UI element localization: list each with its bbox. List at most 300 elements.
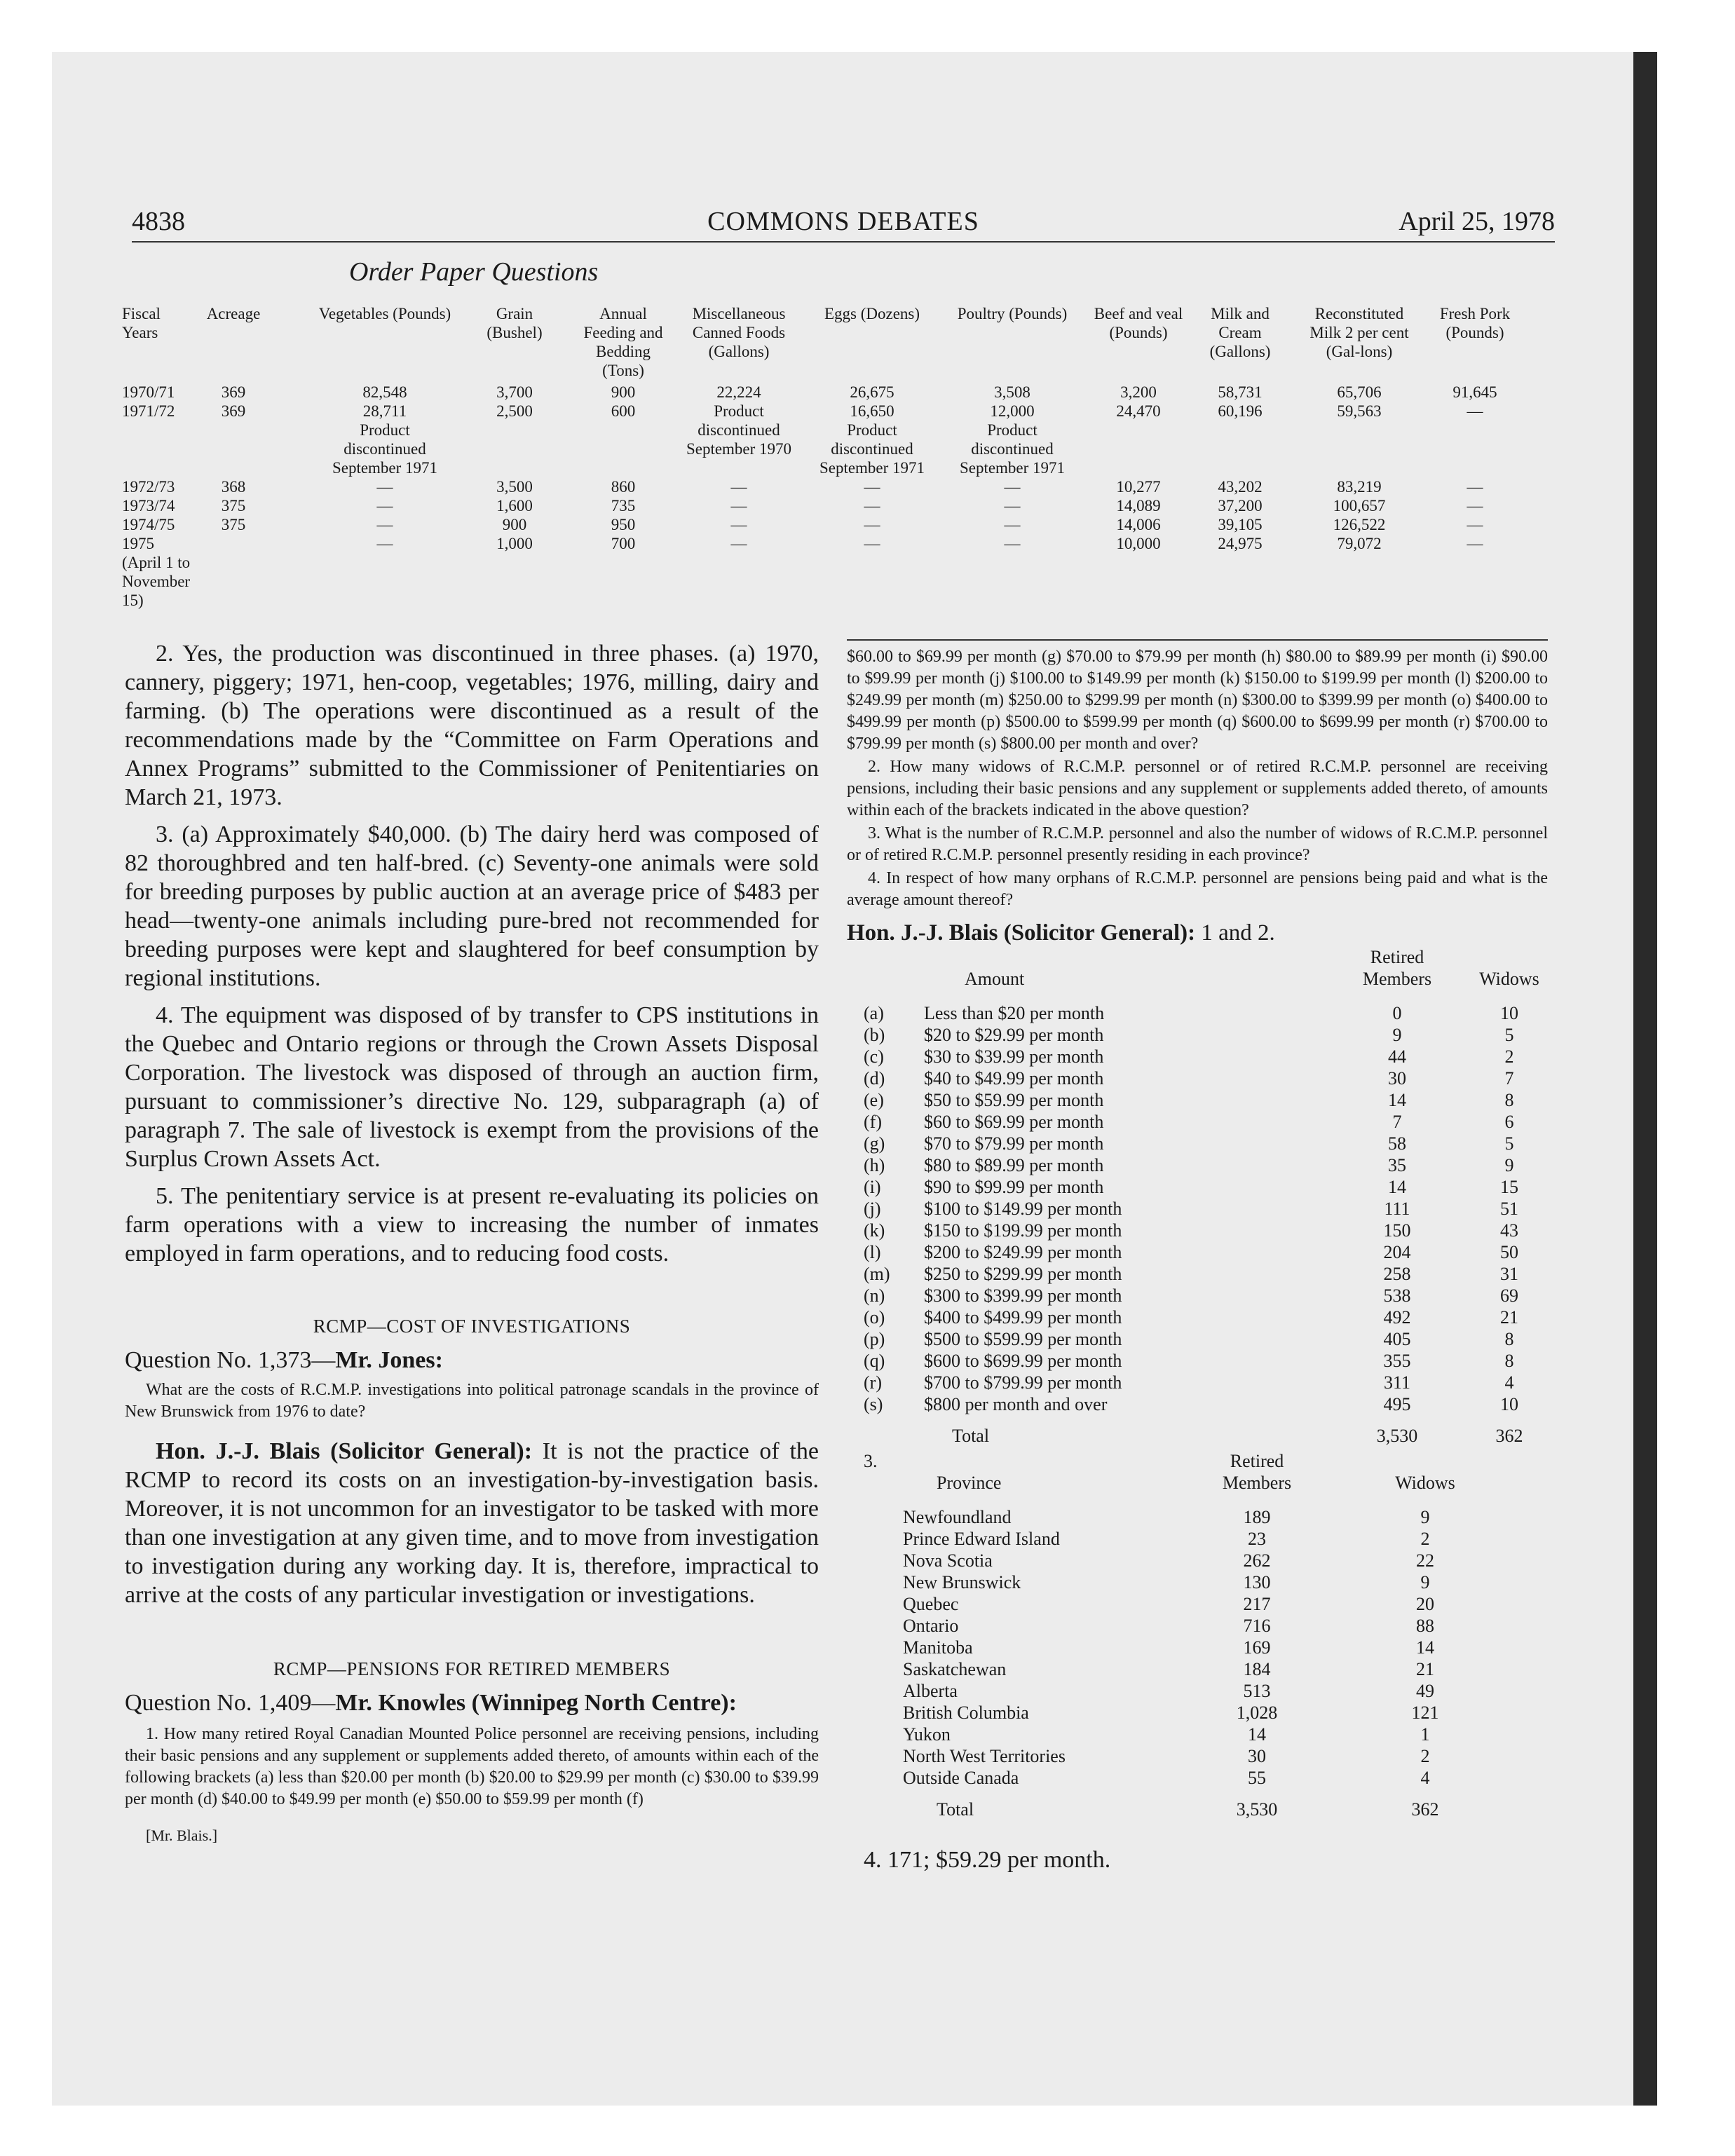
farm-table-header-cell: Miscellaneous Canned Foods (Gallons) [692,305,786,360]
farm-table-header-cell: Fresh Pork (Pounds) [1439,305,1511,341]
retired-members-count: 169 [1243,1637,1271,1658]
widows-count: 51 [1500,1199,1518,1219]
farm-table-header-cell: Eggs (Dozens) [824,305,920,322]
retired-members-count: 44 [1388,1046,1406,1067]
retired-members-count: 130 [1243,1572,1271,1592]
bracket-letter: (q) [864,1351,885,1371]
bracket-letter: (o) [864,1307,885,1328]
farm-table-cell: 3,700 [496,383,533,401]
left-column [125,639,819,1846]
farm-table-row [122,477,1580,496]
province-row [847,1571,1548,1593]
header-date: April 25, 1978 [1399,207,1555,236]
retired-members-count: 492 [1383,1307,1411,1328]
province-name: Prince Edward Island [903,1529,1060,1549]
bracket-letter: (e) [864,1090,884,1110]
farm-table-row [122,591,1580,610]
widows-count: 31 [1500,1264,1518,1284]
retired-members-count: 513 [1243,1681,1271,1701]
retired-members-count: 7 [1392,1112,1402,1132]
widows-count: 8 [1504,1090,1514,1110]
farm-table-header-cell: Fiscal Years [122,305,161,341]
retired-members-count: 23 [1248,1529,1266,1549]
farm-production-table [122,304,1580,610]
header-retired: Retired [1230,1451,1284,1471]
header-amount: Amount [965,969,1025,989]
farm-table-cell: discontinued [971,440,1054,458]
amount-total-row [847,1425,1548,1447]
farm-table-cell: 1975 [122,535,154,552]
total-label: Total [952,1426,990,1446]
farm-table-cell: — [864,535,880,552]
bracket-letter: (r) [864,1372,882,1393]
amount-row [847,1046,1548,1067]
farm-table-cell: — [1467,402,1483,420]
column-rule [847,639,1548,641]
retired-members-count: 204 [1383,1242,1411,1262]
farm-table-cell: 91,645 [1452,383,1497,401]
farm-table-cell: 100,657 [1333,497,1386,514]
farm-table-cell: 60,196 [1218,402,1263,420]
farm-table-cell: 37,200 [1218,497,1263,514]
bracket-letter: (f) [864,1112,882,1132]
province-row [847,1550,1548,1571]
widows-count: 20 [1416,1594,1434,1614]
question-1373-heading [125,1347,819,1374]
minister-name: Hon. J.-J. Blais (Solicitor General): [847,920,1196,946]
farm-table-cell: September 1971 [959,459,1066,477]
farm-table-cell: 860 [611,478,636,496]
bracket-range: $40 to $49.99 per month [924,1068,1104,1089]
amount-table-header-1 [847,946,1548,968]
province-name: Manitoba [903,1637,973,1658]
bracket-letter: (s) [864,1394,883,1414]
province-table-header-2 [847,1472,1548,1494]
retired-members-count: 405 [1383,1329,1411,1349]
province-row [847,1680,1548,1702]
retired-members-count: 58 [1388,1133,1406,1154]
header-retired: Retired [1370,947,1424,967]
widows-count: 5 [1504,1133,1514,1154]
farm-table-row [122,402,1580,421]
page-number: 4838 [132,207,185,236]
farm-table-cell: 1,000 [496,535,533,552]
retired-members-count: 30 [1248,1746,1266,1766]
province-name: Saskatchewan [903,1659,1007,1679]
answer-paragraph-4: 4. The equipment was disposed of by transfer to CPS institutions in the Quebec and Ontario regions or through the Crown Assets Disposal Corporation. The livestock was disposed of through an auction firm, pursuant to commissioner’s directive No. 129, subparagraph (a) of paragraph 7. The sale of livestock is exempt from the provisions of the Surplus Crown Assets Act. [125,1002,819,1172]
farm-table-cell: — [1467,478,1483,496]
question-member: Mr. Knowles (Winnipeg North Centre): [335,1690,737,1716]
bracket-letter: (i) [864,1177,881,1197]
retired-members-count: 217 [1243,1594,1271,1614]
widows-count: 2 [1504,1046,1514,1067]
retired-members-count: 55 [1248,1768,1266,1788]
farm-table-cell: 950 [611,516,636,533]
farm-table-cell: 1970/71 [122,383,175,401]
publication-title: COMMONS DEBATES [707,207,979,236]
widows-count: 8 [1504,1329,1514,1349]
farm-table-cell: 735 [611,497,636,514]
amount-row [847,1372,1548,1393]
retired-members-count: 495 [1383,1394,1411,1414]
farm-table-row [122,496,1580,515]
amount-row [847,1263,1548,1285]
province-rows [847,1506,1548,1789]
province-name: Yukon [903,1724,951,1745]
province-name: Outside Canada [903,1768,1019,1788]
widows-count: 10 [1500,1003,1518,1023]
widows-count: 21 [1500,1307,1518,1328]
scan-edge [1633,52,1657,2106]
answer-paragraph-3: 3. (a) Approximately $40,000. (b) The dairy herd was composed of 82 thoroughbred and ten half-bred. (c) Seventy-one animals were sold for breeding purposes by public auction at an average price of $483 per head—twenty-one animals including pure-bred not recommended for breeding purposes were kept and slaughtered for beef consumption by regional institutions. [125,821,819,991]
amount-row [847,1393,1548,1415]
minister-name: Hon. J.-J. Blais (Solicitor General): [156,1438,533,1464]
widows-count: 121 [1411,1703,1439,1723]
province-row [847,1745,1548,1767]
answer-part-4: 4. 171; $59.29 per month. [864,1847,1111,1873]
farm-table-cell: — [864,478,880,496]
retired-members-count: 716 [1243,1616,1271,1636]
farm-table-cell: — [730,497,747,514]
farm-table-cell: 369 [221,383,246,401]
farm-table-row [122,534,1580,553]
farm-table-cell: 28,711 [362,402,407,420]
widows-count: 2 [1420,1529,1430,1549]
province-row [847,1767,1548,1789]
bracket-range: $90 to $99.99 per month [924,1177,1104,1197]
farm-table-cell: 375 [221,516,246,533]
farm-table-cell: September 1971 [819,459,925,477]
bracket-letter: (h) [864,1155,885,1175]
answer-parts: 1 and 2. [1195,920,1275,946]
amount-rows [847,1002,1548,1415]
bracket-range: $80 to $89.99 per month [924,1155,1104,1175]
farm-table-cell: — [1004,478,1021,496]
question-number: Question No. 1,373— [125,1347,336,1373]
answer-paragraph-2: 2. Yes, the production was discontinued in three phases. (a) 1970, cannery, piggery; 1971, hen-coop, vegetables; 1976, milling, dairy and farming. (b) The operations were discontinued as a result of the recommendations made by the “Committee on Farm Operations and Annex Programs” submitted to the Commissioner of Penitentiaries on March 21, 1973. [125,641,819,810]
running-header [132,206,1555,243]
bracket-range: $500 to $599.99 per month [924,1329,1122,1349]
answer-text: It is not the practice of the RCMP to record its costs on an investigation-by-investigation basis. Moreover, it is not uncommon for an investigator to be tasked with more than one investigation at any given time, and to move from investigation to investigation during any working day. It is, therefore, impractical to arrive at the costs of any particular investigation or investigations. [125,1438,819,1608]
retired-members-count: 258 [1383,1264,1411,1284]
farm-table-cell: 369 [221,402,246,420]
province-row [847,1593,1548,1615]
province-row [847,1506,1548,1528]
amount-row [847,1241,1548,1263]
speaker-footer: [Mr. Blais.] [146,1827,218,1844]
question-1409-part-4: 4. In respect of how many orphans of R.C.M.P. personnel are pensions being paid and what is the average amount thereof? [847,869,1548,909]
farm-table-cell: — [864,516,880,533]
bracket-range: $700 to $799.99 per month [924,1372,1122,1393]
widows-count: 50 [1500,1242,1518,1262]
widows-count: 9 [1504,1155,1514,1175]
widows-count: 7 [1504,1068,1514,1089]
farm-table-cell: 700 [611,535,636,552]
farm-table-cell: (April 1 to [122,554,191,571]
farm-table-cell: 600 [611,402,636,420]
farm-table-cell: 16,650 [850,402,894,420]
farm-table-cell: discontinued [698,421,780,439]
farm-table-cell: 22,224 [716,383,761,401]
farm-table-cell: 83,219 [1337,478,1382,496]
retired-members-count: 14 [1388,1177,1406,1197]
farm-table-cell: discontinued [343,440,426,458]
province-total-row [847,1799,1548,1820]
widows-count: 49 [1416,1681,1434,1701]
farm-table-cell: — [376,478,393,496]
farm-table-cell: 65,706 [1337,383,1382,401]
farm-table-cell: 3,500 [496,478,533,496]
bracket-range: $150 to $199.99 per month [924,1220,1122,1241]
bracket-range: $30 to $39.99 per month [924,1046,1104,1067]
amount-row [847,1002,1548,1024]
amount-row [847,1306,1548,1328]
farm-table-cell: 10,277 [1116,478,1161,496]
widows-count: 43 [1500,1220,1518,1241]
farm-table-cell: — [1467,535,1483,552]
retired-members-count: 30 [1388,1068,1406,1089]
farm-table-cell: 15) [122,592,144,609]
farm-table-cell: 3,200 [1120,383,1157,401]
amount-row [847,1067,1548,1089]
farm-table-cell: — [1467,497,1483,514]
total-members: 3,530 [1376,1426,1418,1446]
widows-count: 15 [1500,1177,1518,1197]
widows-count: 88 [1416,1616,1434,1636]
province-name: Newfoundland [903,1507,1012,1527]
farm-table-cell: 24,975 [1218,535,1263,552]
retired-members-count: 262 [1243,1550,1271,1571]
bracket-range: $600 to $699.99 per month [924,1351,1122,1371]
question-1409-part-3: 3. What is the number of R.C.M.P. personnel and also the number of widows of R.C.M.P. personnel or of retired R.C.M.P. personnel presently residing in each province? [847,824,1548,864]
farm-table-header-cell: Acreage [206,305,261,322]
province-name: Alberta [903,1681,958,1701]
total-widows: 362 [1411,1799,1439,1820]
total-widows: 362 [1495,1426,1523,1446]
farm-table-cell: 82,548 [362,383,407,401]
farm-table-header-cell: Beef and veal (Pounds) [1094,305,1183,341]
retired-members-count: 9 [1392,1025,1402,1045]
farm-table-cell: 375 [221,497,246,514]
total-label: Total [937,1799,974,1820]
header-widows: Widows [1479,969,1539,989]
province-row [847,1528,1548,1550]
widows-count: 21 [1416,1659,1434,1679]
farm-table-cell: Product [360,421,410,439]
retired-members-count: 35 [1388,1155,1406,1175]
farm-table-row [122,458,1580,477]
farm-table-cell: 79,072 [1337,535,1382,552]
amount-row [847,1089,1548,1111]
bracket-range: $70 to $79.99 per month [924,1133,1104,1154]
retired-members-count: 14 [1388,1090,1406,1110]
widows-count: 6 [1504,1112,1514,1132]
farm-table-cell: 10,000 [1116,535,1161,552]
province-table-header-1 [847,1450,1548,1472]
bracket-range: $400 to $499.99 per month [924,1307,1122,1328]
farm-table-header-cell: Annual Feeding and Bedding (Tons) [583,305,663,379]
bracket-letter: (p) [864,1329,885,1349]
bracket-letter: (c) [864,1046,884,1067]
widows-count: 69 [1500,1285,1518,1306]
farm-table-cell: 3,508 [994,383,1030,401]
widows-count: 14 [1416,1637,1434,1658]
bracket-range: $60 to $69.99 per month [924,1112,1104,1132]
farm-table-cell: 24,470 [1116,402,1161,420]
amount-row [847,1328,1548,1350]
amount-row [847,1111,1548,1133]
answer-1409-heading [847,920,1548,946]
farm-table-cell: — [376,497,393,514]
province-table [847,1450,1548,1843]
retired-members-count: 14 [1248,1724,1266,1745]
question-1409-continued: $60.00 to $69.99 per month (g) $70.00 to $79.99 per month (h) $80.00 to $89.99 per month (i) $90.00 to $99.99 per month (j) $100.00 to $149.99 per month (k) $150.00 to $199.99 per month (l) $200.00 to $249.99 per month (m) $250.00 to $299.99 per month (n) $300.00 to $399.99 per month (o) $400.00 to $499.99 per month (p) $500.00 to $599.99 per month (q) $600.00 to $699.99 per month (r) $700.00 to $799.99 per month (s) $800.00 per month and over? [847,648,1548,753]
farm-table-cell: 1,600 [496,497,533,514]
province-name: New Brunswick [903,1572,1021,1592]
farm-table-row [122,572,1580,591]
farm-table-cell: 43,202 [1218,478,1263,496]
amount-row [847,1154,1548,1176]
farm-table-cell: — [376,535,393,552]
farm-table-cell: 2,500 [496,402,533,420]
bracket-range: $20 to $29.99 per month [924,1025,1104,1045]
bracket-letter: (n) [864,1285,885,1306]
farm-table-cell: discontinued [831,440,913,458]
province-name: Ontario [903,1616,959,1636]
farm-table-cell: 1972/73 [122,478,175,496]
right-column [847,639,1548,1874]
amount-row [847,1220,1548,1241]
farm-table-header-cell: Reconstituted Milk 2 per cent (Gal-lons) [1309,305,1409,360]
province-name: British Columbia [903,1703,1029,1723]
province-name: North West Territories [903,1746,1066,1766]
pension-amount-table [847,946,1548,1446]
widows-count: 1 [1420,1724,1430,1745]
bracket-letter: (d) [864,1068,885,1089]
widows-count: 4 [1504,1372,1514,1393]
widows-count: 22 [1416,1550,1434,1571]
province-name: Quebec [903,1594,959,1614]
farm-table-cell: Product [714,402,764,420]
question-1409-text: 1. How many retired Royal Canadian Mounted Police personnel are receiving pensions, including their basic pensions and any supplement or supplements added thereto, of amounts within each of the following brackets (a) less than $20.00 per month (b) $20.00 to $29.99 per month (c) $30.00 to $39.99 per month (d) $40.00 to $49.99 per month (e) $50.00 to $59.99 per month (f) [125,1725,819,1808]
farm-table-cell: 26,675 [850,383,894,401]
farm-table-cell: — [1004,497,1021,514]
answer-paragraph-5: 5. The penitentiary service is at present re-evaluating its policies on farm operations with a view to increasing the number of inmates employed in farm operations, and to reducing food costs. [125,1183,819,1267]
header-members: Members [1222,1473,1292,1493]
farm-table-cell: — [1004,516,1021,533]
widows-count: 8 [1504,1351,1514,1371]
amount-row [847,1350,1548,1372]
farm-table-cell: Product [847,421,897,439]
bracket-letter: (b) [864,1025,885,1045]
section-heading-pensions: RCMP—PENSIONS FOR RETIRED MEMBERS [273,1658,671,1679]
amount-row [847,1285,1548,1306]
widows-count: 9 [1420,1572,1430,1592]
part-number: 3. [864,1451,878,1471]
amount-row [847,1024,1548,1046]
widows-count: 4 [1420,1768,1430,1788]
header-province: Province [937,1473,1002,1493]
widows-count: 2 [1420,1746,1430,1766]
farm-table-row [122,383,1580,402]
header-members: Members [1362,969,1432,989]
farm-table-cell: 14,089 [1116,497,1161,514]
farm-table-cell: 368 [221,478,246,496]
retired-members-count: 0 [1392,1003,1402,1023]
farm-table-cell: 126,522 [1333,516,1386,533]
bracket-range: $300 to $399.99 per month [924,1285,1122,1306]
farm-table-cell: 900 [502,516,527,533]
retired-members-count: 184 [1243,1659,1271,1679]
province-row [847,1724,1548,1745]
bracket-range: $100 to $149.99 per month [924,1199,1122,1219]
retired-members-count: 311 [1383,1372,1411,1393]
question-member: Mr. Jones: [335,1347,443,1373]
question-1409-part-2: 2. How many widows of R.C.M.P. personnel or of retired R.C.M.P. personnel are receiving pensions, including their basic pensions and any supplement or supplements added thereto, of amounts within each of the brackets indicated in the above question? [847,758,1548,819]
question-1373-text: What are the costs of R.C.M.P. investigations into political patronage scandals in the province of New Brunswick from 1976 to date? [125,1381,819,1421]
province-name: Nova Scotia [903,1550,993,1571]
farm-table-cell: September 1970 [686,440,792,458]
retired-members-count: 150 [1383,1220,1411,1241]
section-subheader: Order Paper Questions [349,257,599,287]
farm-table-cell: — [730,478,747,496]
bracket-letter: (k) [864,1220,885,1241]
farm-table-row [122,439,1580,458]
farm-table-header-cell: Vegetables (Pounds) [318,305,451,322]
bracket-letter: (l) [864,1242,881,1262]
farm-table-header-cell: Poultry (Pounds) [957,305,1068,322]
amount-table-header-2 [847,968,1548,990]
farm-table-cell: — [1467,516,1483,533]
province-row [847,1658,1548,1680]
amount-row [847,1133,1548,1154]
bracket-letter: (a) [864,1003,884,1023]
retired-members-count: 111 [1384,1199,1410,1219]
farm-table-cell: 1974/75 [122,516,175,533]
widows-count: 9 [1420,1507,1430,1527]
retired-members-count: 355 [1383,1351,1411,1371]
farm-table-cell: Product [987,421,1037,439]
question-1409-heading [125,1690,819,1717]
bracket-range: $50 to $59.99 per month [924,1090,1104,1110]
farm-table-header [122,304,1580,383]
farm-table-header-cell: Grain (Bushel) [487,305,543,341]
farm-table-cell: 1971/72 [122,402,175,420]
farm-table-cell: — [730,516,747,533]
total-members: 3,530 [1236,1799,1278,1820]
amount-row [847,1198,1548,1220]
header-widows: Widows [1395,1473,1455,1493]
farm-table-cell: — [376,516,393,533]
farm-table-cell: 1973/74 [122,497,175,514]
question-number: Question No. 1,409— [125,1690,336,1716]
farm-table-cell: 12,000 [990,402,1035,420]
farm-table-cell: 14,006 [1116,516,1161,533]
farm-table-row [122,515,1580,534]
bracket-letter: (j) [864,1199,881,1219]
answer-1373 [125,1437,819,1609]
province-row [847,1702,1548,1724]
bracket-letter: (m) [864,1264,890,1284]
widows-count: 5 [1504,1025,1514,1045]
farm-table-cell: — [1004,535,1021,552]
farm-table-cell: 59,563 [1337,402,1382,420]
bracket-range: $250 to $299.99 per month [924,1264,1122,1284]
province-row [847,1615,1548,1637]
bracket-range: $200 to $249.99 per month [924,1242,1122,1262]
farm-table-header-cell: Milk and Cream (Gallons) [1209,305,1271,360]
retired-members-count: 1,028 [1236,1703,1278,1723]
